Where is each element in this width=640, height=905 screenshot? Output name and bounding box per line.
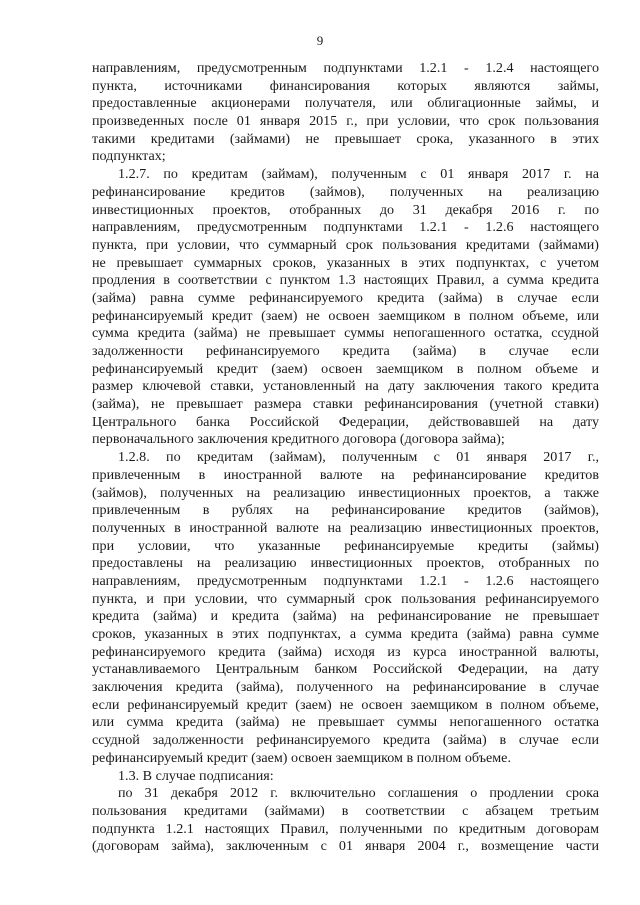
document-body [92,60,599,856]
text-line: устанавливаемого Центральным банком Российской Федерации, на дату [92,661,599,678]
text-line: кредита (займа) и кредита (займа) на рефинансирование не превышает [92,608,599,625]
text-line: рефинансируемый кредит (заем) не освоен заемщиком в полном объеме, или [92,307,599,324]
text-line: Центрального банка Российской Федерации, действовавшей на дату [92,413,599,430]
text-line: пункта, источниками финансирования которых являются займы, [92,77,599,94]
text-line: при условии, что указанные рефинансируемые кредиты (займы) [92,537,599,554]
text-line: рефинансирование кредитов (займов), полученных на реализацию [92,183,599,200]
text-line: (договорам займа), заключенным с 01 января 2004 г., возмещение части [92,838,599,855]
text-line: 1.2.8. по кредитам (займам), полученным с 01 января 2017 г., [118,449,599,466]
page-number: 9 [316,33,324,48]
text-line: привлеченным в рублях на рефинансирование кредитов (займов), [92,502,599,519]
text-line: (займа) равна сумме рефинансируемого кредита (займа) в случае если [92,289,599,306]
text-line: подпунктах; [92,148,166,165]
text-line: по 31 декабря 2012 г. включительно соглашения о продлении срока [118,785,599,802]
text-line: заключения кредита (займа), полученного на рефинансирование в случае [92,679,599,696]
text-line: направлениям, предусмотренным подпунктами 1.2.1 - 1.2.4 настоящего [92,60,599,76]
text-line: направлениям, предусмотренным подпунктами 1.2.1 - 1.2.6 настоящего [92,572,599,589]
text-line: не превышает суммарных сроков, указанных в этих подпунктах, с учетом [92,254,599,271]
text-line: 1.2.7. по кредитам (займам), полученным с 01 января 2017 г. на [118,166,599,183]
text-line: (займов), полученных на реализацию инвестиционных проектов, а также [92,484,599,501]
text-line: инвестиционных проектов, отобранных до 31 декабря 2016 г. по [92,201,599,218]
text-line: сумма кредита (займа) не превышает суммы непогашенного остатка, ссудной [92,325,599,342]
text-line: рефинансируемого кредита (займа) исходя из курса иностранной валюты, [92,643,599,660]
text-line: предоставлены на реализацию инвестиционных проектов, отобранных по [92,555,599,572]
text-line: размер ключевой ставки, установленный на дату заключения такого кредита [92,378,599,395]
text-line: (займа), не превышает размера ставки рефинансирования (учетной ставки) [92,396,599,413]
text-line: рефинансируемый кредит (заем) освоен заемщиком в полном объеме. [92,749,511,766]
text-line: ссудной задолженности рефинансируемого кредита (займа) в случае если [92,732,599,749]
text-line: подпункта 1.2.1 настоящих Правил, полученными по кредитным договорам [92,820,599,837]
text-line: если рефинансируемый кредит (заем) не освоен заемщиком в полном объеме, [92,696,599,713]
text-line: сроков, указанных в этих подпунктах, а сумма кредита (займа) равна сумме [92,626,599,642]
text-line: пункта, при условии, что суммарный срок пользования кредитами (займами) [92,236,599,253]
text-line: продления в соответствии с пунктом 1.3 настоящих Правил, а сумма кредита [92,272,599,289]
text-line: пользования кредитами (займами) в соответствии с абзацем третьим [92,802,599,819]
text-line: направлениям, предусмотренным подпунктами 1.2.1 - 1.2.6 настоящего [92,219,599,236]
text-line: или сумма кредита (займа) не превышает суммы непогашенного остатка [92,714,599,731]
text-line: произведенных после 01 января 2015 г., при условии, что срок пользования [92,113,599,130]
text-line: первоначального заключения кредитного договора (договора займа); [92,431,505,448]
text-line: 1.3. В случае подписания: [118,767,274,784]
text-line: привлеченным в иностранной валюте на рефинансирование кредитов [92,466,599,483]
text-line: задолженности рефинансируемого кредита (займа) в случае если [92,343,599,359]
text-line: рефинансируемый кредит (заем) освоен заемщиком в полном объеме и [92,360,599,377]
text-line: предоставленные акционерами получателя, или облигационные займы, и [92,95,599,112]
text-line: такими кредитами (займами) не превышает срока, указанного в этих [92,130,599,147]
text-line: пункта, и при условии, что суммарный срок пользования рефинансируемого [92,590,599,607]
text-line: полученных в иностранной валюте на реализацию инвестиционных проектов, [92,519,599,536]
